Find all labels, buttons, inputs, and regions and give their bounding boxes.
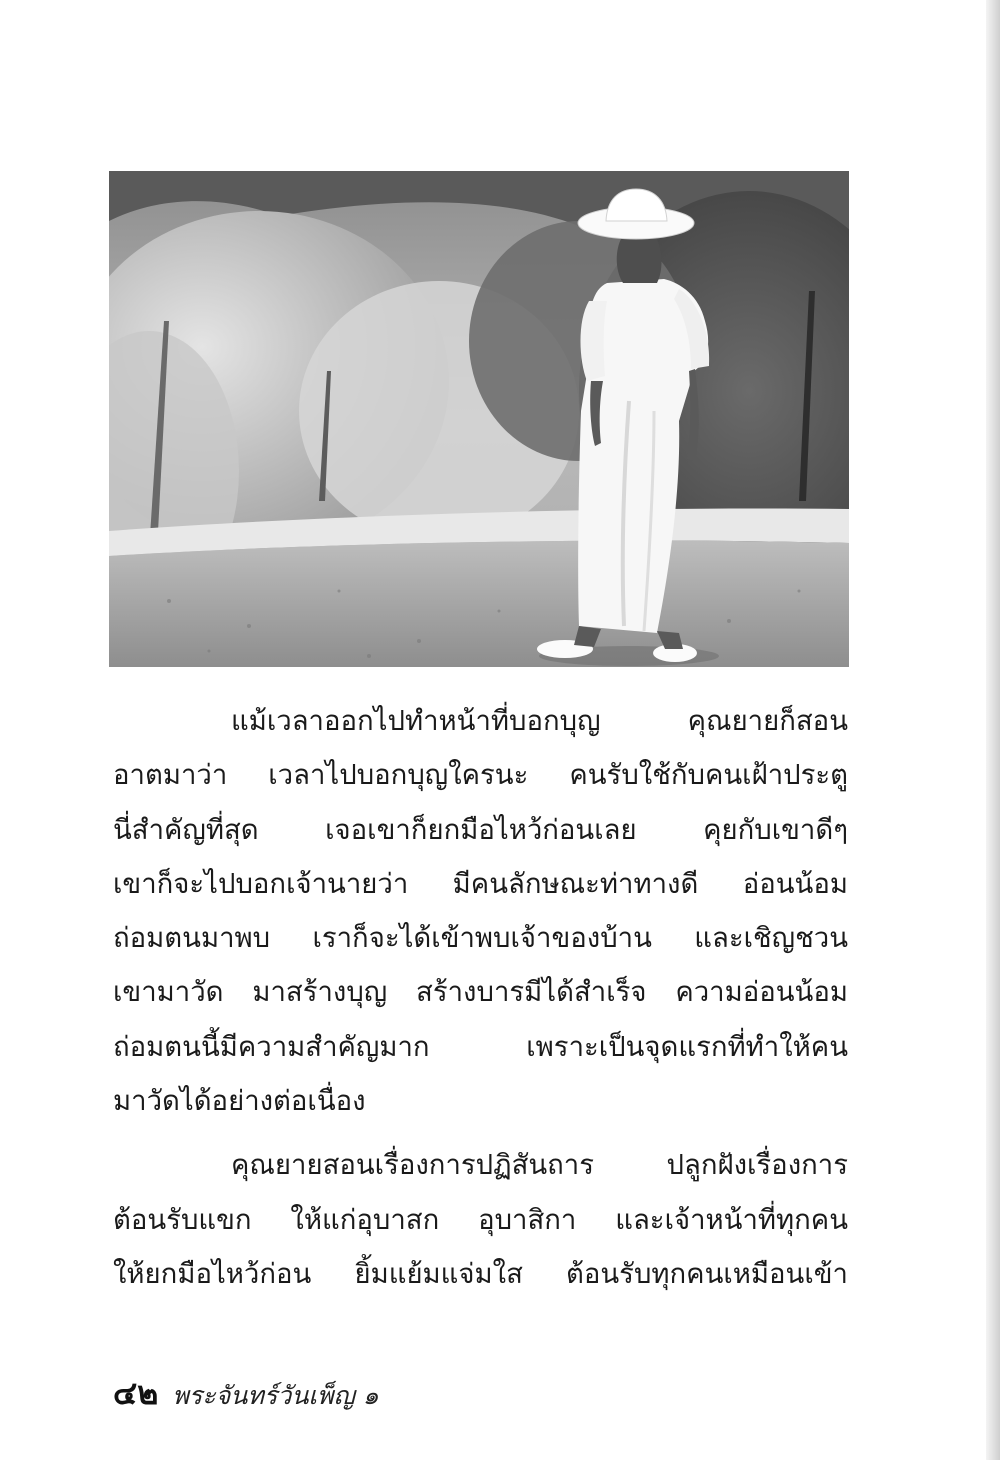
paragraph-2 xyxy=(113,1138,848,1301)
text-line: ถ่อมตนนี้มีความสำคัญมาก เพราะเป็นจุดแรกที่ทำให้คน xyxy=(113,1030,848,1063)
body-text xyxy=(113,694,848,1301)
paragraph-1 xyxy=(113,694,848,1128)
text-line: ต้อนรับแขก ให้แก่อุบาสก อุบาสิกา และเจ้าหน้าที่ทุกคน xyxy=(113,1203,848,1236)
text-line: นี่สำคัญที่สุด เจอเขาก็ยกมือไหว้ก่อนเลย คุยกับเขาดีๆ xyxy=(113,813,848,846)
photo-person-in-white xyxy=(109,171,849,667)
text-line: ให้ยกมือไหว้ก่อน ยิ้มแย้มแจ่มใส ต้อนรับทุกคนเหมือนเข้า xyxy=(113,1257,848,1290)
text-line: เขาก็จะไปบอกเจ้านายว่า มีคนลักษณะท่าทางดี อ่อนน้อม xyxy=(113,867,848,900)
text-line: ถ่อมตนมาพบ เราก็จะได้เข้าพบเจ้าของบ้าน และเชิญชวน xyxy=(113,922,848,955)
text-line: เขามาวัด มาสร้างบุญ สร้างบารมีได้สำเร็จ ความอ่อนน้อม xyxy=(113,976,848,1009)
book-title: พระจันทร์วันเพ็ญ ๑ xyxy=(172,1381,379,1410)
page-footer xyxy=(113,1368,379,1412)
text-line: มาวัดได้อย่างต่อเนื่อง xyxy=(113,1085,366,1118)
page-number: ๔๒ xyxy=(113,1374,159,1412)
text-line: อาตมาว่า เวลาไปบอกบุญใครนะ คนรับใช้กับคนเฝ้าประตู xyxy=(113,759,848,792)
text-line: แม้เวลาออกไปทำหน้าที่บอกบุญ คุณยายก็สอน xyxy=(231,705,848,737)
text-line: คุณยายสอนเรื่องการปฏิสันถาร ปลูกฝังเรื่องการ xyxy=(231,1149,848,1182)
page-edge-shadow xyxy=(986,0,1000,1460)
